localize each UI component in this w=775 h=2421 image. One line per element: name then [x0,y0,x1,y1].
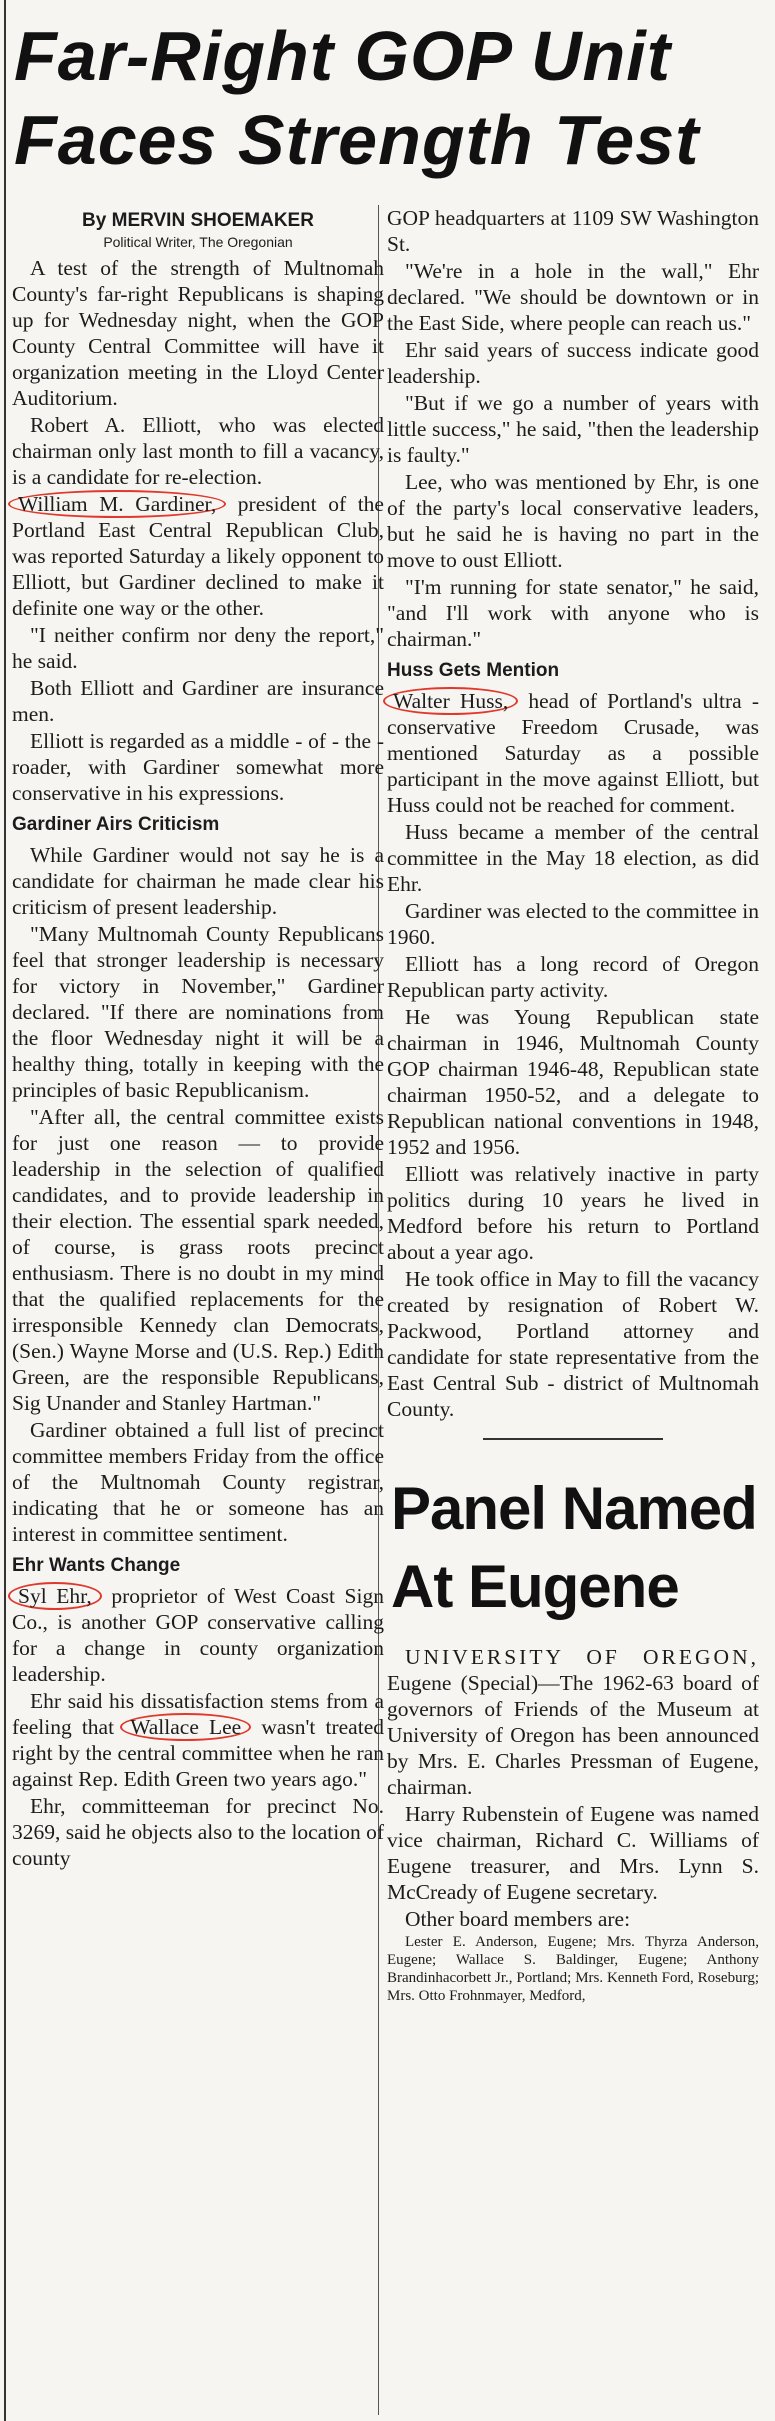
headline-line-2: Faces Strength Test [14,101,700,179]
subhead-huss-mention: Huss Gets Mention [387,660,560,681]
paragraph: Huss became a member of the central committee in the May 18 election, as did Ehr. [387,820,759,896]
paragraph: GOP headquarters at 1109 SW Washington St. [387,206,759,256]
panel-headline-line-2: At Eugene [391,1553,679,1620]
paragraph-text: Eugene (Special)—The 1962-63 board of governors of Friends of the Museum at University of Oregon has been announced by Mrs. E. Charles Pressman of Eugene, chairman. [387,1671,759,1799]
paragraph: "After all, the central committee exists for just one reason — to provide leadership in the selection of qualified candidates, and to provide leadership in their election. The essential spark needed, of course, is grass roots precinct enthusiasm. There is no doubt in my mind that the qualified replacements for the irresponsible Kennedy clan Democrats, (Sen.) Wayne Morse and (U.S. Rep.) Edith Green, are the responsible Republicans, Sig Unander and Stanley Hartman." [12,1105,384,1415]
circled-name-gardiner: William M. Gardiner, [8,490,226,518]
paragraph-huss [387,688,759,818]
paragraph: Ehr, committeeman for precinct No. 3269, said he objects also to the location of county [12,1794,384,1870]
paragraph: He was Young Republican state chairman in 1946, Multnomah County GOP chairman 1946-48, Republican state chairman 1950-52, and a delegate to Republican national conventions in 1948, 1952 and 1956. [387,1005,759,1159]
left-border-rule [4,0,6,2421]
panel-headline-line-1: Panel Named [391,1475,757,1542]
dateline: UNIVERSITY OF OREGON, [405,1645,759,1669]
paragraph: Ehr said years of success indicate good leadership. [387,338,759,388]
paragraph: Lee, who was mentioned by Ehr, is one of the party's local conservative leaders, but he said he is having no part in the move to oust Elliott. [387,470,759,572]
paragraph-gardiner [12,491,384,621]
circled-name-lee: Wallace Lee [120,1713,251,1741]
paragraph: Other board members are: [405,1907,631,1931]
headline-line-1: Far-Right GOP Unit [14,17,672,95]
right-column [387,205,759,2006]
paragraph: Elliott is regarded as a middle - of - the - roader, with Gardiner somewhat more conservative in his expressions. [12,729,384,805]
article-separator-rule [483,1438,663,1440]
paragraph: Gardiner was elected to the committee in 1960. [387,899,759,949]
paragraph-text: head of Portland's ultra - conservative Freedom Crusade, was mentioned Saturday as a possible participant in the move against Elliott, but Huss could not be reached for comment. [387,689,759,817]
paragraph-lee [12,1688,384,1792]
main-headline [14,14,769,182]
paragraph: Gardiner obtained a full list of precinct committee members Friday from the office of the Multnomah County registrar, indicating that he or someone has an interest in committee sentiment. [12,1418,384,1546]
circled-name-ehr: Syl Ehr, [8,1582,102,1610]
paragraph-text: president of the Portland East Central Republican Club, was reported Saturday a likely opponent to Elliott, but Gardiner declined to make it definite one way or the other. [12,492,384,620]
paragraph-text: proprietor of West Coast Sign Co., is another GOP conservative calling for a change in county organization leadership. [12,1584,384,1686]
paragraph: Robert A. Elliott, who was elected chairman only last month to fill a vacancy, is a candidate for re-election. [12,413,384,489]
byline-title: Political Writer, The Oregonian [103,234,293,250]
paragraph: He took office in May to fill the vacancy created by resignation of Robert W. Packwood, Portland attorney and candidate for state representative from the East Central Sub - district of Multnomah County. [387,1267,759,1421]
panel-headline [391,1470,759,1626]
left-column [12,205,384,1872]
paragraph-board-list: Lester E. Anderson, Eugene; Mrs. Thyrza Anderson, Eugene; Wallace S. Baldinger, Eugene; Anthony Brandinhacorbett Jr., Portland; Mrs. Kenneth Ford, Roseburg; Mrs. Otto Frohnmayer, Medford, [387,1934,759,2004]
paragraph: "I'm running for state senator," he said, "and I'll work with anyone who is chairman." [387,575,759,651]
subhead-gardiner-criticism: Gardiner Airs Criticism [12,814,220,835]
paragraph-text: Ehr said his dissatisfaction stems from a feeling that [12,1689,384,1739]
paragraph: Elliott has a long record of Oregon Republican party activity. [387,952,759,1002]
paragraph-ehr [12,1583,384,1687]
byline-name: By MERVIN SHOEMAKER [82,210,314,231]
paragraph: A test of the strength of Multnomah County's far-right Republicans is shaping up for Wednesday night, when the GOP County Central Committee will have it organization meeting in the Lloyd Center Auditorium. [12,256,384,410]
paragraph-text: wasn't treated right by the central committee when he ran against Rep. Edith Green two years ago." [12,1715,384,1791]
paragraph: "But if we go a number of years with little success," he said, "then the leadership is faulty." [387,391,759,467]
paragraph: Both Elliott and Gardiner are insurance men. [12,676,384,726]
circled-name-huss: Walter Huss, [383,687,518,715]
paragraph: "I neither confirm nor deny the report," he said. [12,623,384,673]
subhead-ehr-change: Ehr Wants Change [12,1555,181,1576]
paragraph: Harry Rubenstein of Eugene was named vice chairman, Richard C. Williams of Eugene treasurer, and Mrs. Lynn S. McCready of Eugene secretary. [387,1802,759,1904]
paragraph-dateline [387,1644,759,1800]
paragraph: "We're in a hole in the wall," Ehr declared. "We should be downtown or in the East Side, where people can reach us." [387,259,759,335]
paragraph: "Many Multnomah County Republicans feel that stronger leadership is necessary for victory in November," Gardiner declared. "If there are nominations from the floor Wednesday night it will be a healthy thing, totally in keeping with the principles of basic Republicanism. [12,922,384,1102]
paragraph: While Gardiner would not say he is a candidate for chairman he made clear his criticism of present leadership. [12,843,384,919]
paragraph: Elliott was relatively inactive in party politics during 10 years he lived in Medford before his return to Portland about a year ago. [387,1162,759,1264]
